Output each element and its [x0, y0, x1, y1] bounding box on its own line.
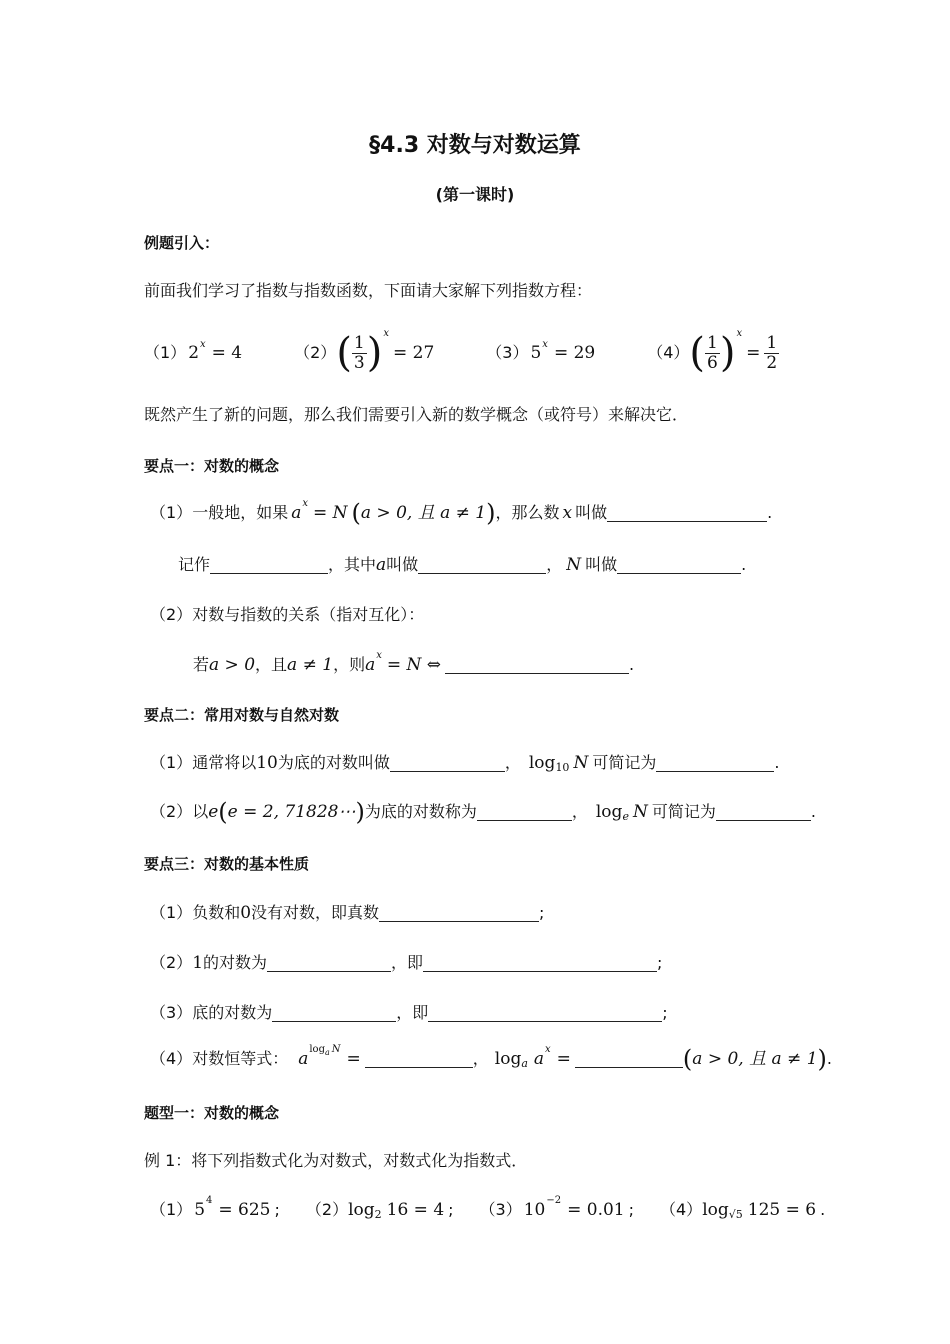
intro-heading: 例题引入： [144, 234, 220, 252]
p2i1-log: log [528, 753, 556, 773]
p1l2-a: 记作 [178, 555, 211, 574]
t1p1-exp: 4 [206, 1195, 213, 1206]
p1l2-end: . [741, 555, 747, 574]
p1l2-c: 叫做 [386, 555, 419, 574]
p2i2-blank2[interactable] [716, 804, 811, 821]
eq3-exp: x [542, 338, 548, 350]
p3i4-rparen: ) [817, 1045, 827, 1073]
t1p3-end: ; [628, 1200, 634, 1219]
eq1-base: 2 [188, 343, 200, 363]
p1l4-c: ，则 [333, 655, 366, 674]
p1i1-tail: ，那么数 [495, 503, 560, 522]
p1i1-blank[interactable] [607, 505, 767, 522]
p1i1-x: x [302, 498, 308, 509]
point1-line2 [178, 552, 746, 578]
p3i1-zero: 0 [240, 903, 252, 923]
p2i2-a: 以 [192, 802, 209, 821]
t1p3-rhs: = 0.01 [567, 1200, 625, 1220]
p2i2-label: （2） [150, 802, 193, 821]
p1i1-cond: a > 0, 且 a ≠ 1 [360, 503, 487, 523]
p3i4-cond: a > 0, 且 a ≠ 1 [692, 1049, 818, 1069]
p2i1-blank1[interactable] [390, 755, 505, 772]
type1-heading: 题型一：对数的概念 [144, 1104, 280, 1122]
p1l4-end: . [629, 655, 635, 674]
type1-example1: 例 1：将下列指数式化为对数式，对数式化为指数式． [144, 1151, 528, 1170]
p2i1-sub: 10 [555, 761, 570, 774]
p1l2-blank3[interactable] [617, 557, 741, 574]
p1l2-b: ，其中 [328, 555, 377, 574]
p2i1-n: N [573, 753, 589, 773]
t1p1-label: （1） [150, 1200, 193, 1219]
t1p2-log: log [348, 1200, 375, 1220]
p3i2-b: ，即 [391, 953, 424, 972]
p2i2-c: ， [571, 802, 588, 821]
eq1-rhs: = 4 [211, 343, 243, 363]
p3i2-a: 的对数为 [203, 953, 268, 972]
p2i2-lparen: ( [218, 798, 228, 826]
t1p4-label: （4） [660, 1200, 703, 1219]
p1i1-var: x [562, 503, 573, 523]
point3-heading: 要点三：对数的基本性质 [144, 855, 310, 873]
p1l4-a: 若 [193, 655, 210, 674]
eq2-fraction [352, 334, 367, 373]
p1l4-cond2: a ≠ 1 [287, 655, 334, 675]
p1l2-blank1[interactable] [210, 557, 328, 574]
p1i1-label: （1） [150, 503, 193, 522]
point2-item1 [150, 750, 779, 776]
p3i4-log: log [494, 1049, 522, 1069]
point3-item4 [150, 1044, 832, 1074]
point1-line4 [193, 652, 634, 678]
eq1-exp: x [200, 338, 206, 350]
p3i2-one: 1 [192, 953, 204, 973]
t1p3-label: （3） [479, 1200, 522, 1219]
page-subtitle: (第一课时) [435, 185, 515, 204]
p1i2-text: 对数与指数的关系（指对互化）： [192, 605, 425, 624]
p2i1-num: 10 [256, 753, 278, 773]
t1p3-base: 10 [523, 1200, 546, 1220]
p3i1-b: 没有对数，即真数 [251, 903, 380, 922]
p2i2-d: 可简记为 [651, 802, 716, 821]
point3-item2 [150, 950, 662, 976]
t1p4-end: . [820, 1200, 826, 1219]
p2i2-sub: e [622, 810, 629, 823]
p3i4-base: a [298, 1049, 309, 1069]
p2i1-blank2[interactable] [656, 755, 774, 772]
eq2-label: （2） [294, 343, 337, 362]
p3i4-expn: N [331, 1044, 341, 1055]
p1l2-var-n: N [566, 555, 582, 575]
p2i1-a: 通常将以 [192, 753, 257, 772]
p3i4-a: 对数恒等式： [192, 1049, 289, 1068]
p3i3-b: ，即 [396, 1003, 429, 1022]
p2i2-paren: e = 2, 71828⋯ [227, 802, 356, 822]
t1p1-rhs: = 625 [218, 1200, 271, 1220]
p3i3-blank1[interactable] [272, 1005, 396, 1022]
intro-follow: 既然产生了新的问题，那么我们需要引入新的数学概念（或符号）来解决它． [144, 405, 689, 424]
p1l4-eq: = N ⇔ [386, 655, 442, 675]
p1i1-eq: = N [312, 503, 348, 523]
point1-item2 [150, 602, 424, 628]
eq4-rden: 2 [766, 352, 778, 373]
p2i2-e: e [208, 802, 219, 822]
p1l4-blank[interactable] [445, 657, 629, 674]
eq2-rhs: = 27 [393, 343, 435, 363]
p3i4-eq: = [346, 1049, 361, 1069]
eq2-rparen: ) [366, 330, 383, 376]
eq4-rnum: 1 [766, 332, 778, 353]
p3i3-label: （3） [150, 1003, 193, 1022]
p1l2-e: 叫做 [585, 555, 618, 574]
p2i1-d: 可简记为 [592, 753, 657, 772]
point1-heading: 要点一：对数的概念 [144, 457, 280, 475]
type1-problems [150, 1196, 825, 1224]
p1l2-d: ， [546, 555, 563, 574]
p1i1-text: 一般地，如果 [192, 503, 289, 522]
p1l4-x: x [376, 650, 382, 661]
p2i2-log: log [595, 802, 623, 822]
eq4-rparen: ) [719, 330, 736, 376]
p1i2-label: （2） [150, 605, 193, 624]
p3i4-sub: a [521, 1057, 528, 1070]
p1i1-tail2: 叫做 [575, 503, 608, 522]
eq4-num: 1 [707, 332, 718, 353]
t1p3-exp: −2 [546, 1195, 562, 1206]
eq4-den: 6 [707, 352, 718, 373]
p3i1-label: （1） [150, 903, 193, 922]
p2i2-rparen: ) [355, 798, 365, 826]
p1l4-cond1: a > 0 [209, 655, 256, 675]
t1p4-log: log [702, 1200, 729, 1220]
p2i1-b: 为底的对数叫做 [277, 753, 390, 772]
t1p2-sub: 2 [374, 1208, 382, 1221]
p3i4-label: （4） [150, 1049, 193, 1068]
p3i2-blank2[interactable] [423, 955, 657, 972]
p1l4-b: ，且 [255, 655, 288, 674]
intro-lead: 前面我们学习了指数与指数函数，下面请大家解下列指数方程： [144, 281, 593, 300]
point2-heading: 要点二：常用对数与自然对数 [144, 706, 340, 724]
p3i3-end: ; [662, 1003, 668, 1022]
p1i1-end: . [767, 503, 773, 522]
p3i3-blank2[interactable] [428, 1005, 662, 1022]
page-title: §4.3 对数与对数运算 [369, 133, 581, 158]
t1p1-base: 5 [194, 1200, 206, 1220]
p3i4-blank2[interactable] [575, 1051, 683, 1068]
eq4-exp: x [736, 327, 743, 339]
eq4-rhs-fraction [764, 334, 779, 373]
p2i1-c: ， [504, 753, 521, 772]
p3i4-exp: log [309, 1044, 325, 1055]
eq2-lparen: ( [336, 330, 352, 376]
t1p4-rhs: 125 = 6 [747, 1200, 817, 1220]
eq3-rhs: = 29 [553, 343, 596, 363]
eq3-label: （3） [486, 343, 529, 362]
t1p2-rhs: 16 = 4 [386, 1200, 445, 1220]
p3i1-end: ; [539, 903, 545, 922]
eq4-fraction [705, 334, 720, 373]
p3i4-blank1[interactable] [365, 1051, 473, 1068]
p3i4-end: . [826, 1049, 832, 1068]
p1l4-a2: a [365, 655, 376, 675]
p3i3-a: 底的对数为 [192, 1003, 273, 1022]
eq1-label: （1） [144, 343, 187, 362]
p3i4-ax: a [533, 1049, 545, 1069]
eq2-num: 1 [353, 332, 365, 353]
p2i2-blank1[interactable] [477, 804, 572, 821]
p3i4-x: x [545, 1044, 551, 1055]
p3i2-end: ; [657, 953, 663, 972]
t1p2-label: （2） [305, 1200, 349, 1219]
p1l2-var-a: a [376, 555, 387, 575]
p3i4-expsub: a [324, 1048, 330, 1057]
t1p1-end: ; [274, 1200, 280, 1219]
p1i1-a: a [291, 503, 302, 523]
eq4-lparen: ( [689, 330, 706, 376]
eq4-eq: = [746, 343, 761, 363]
p3i1-a: 负数和 [192, 903, 241, 922]
intro-equations [144, 326, 779, 380]
eq3-base: 5 [530, 343, 542, 363]
eq4-label: （4） [647, 343, 690, 362]
point2-item2 [150, 798, 816, 826]
t1p2-end: ; [448, 1200, 454, 1219]
p3i4-eq2: = [556, 1049, 571, 1069]
t1p4-sub: √5 [728, 1208, 743, 1221]
p1i1-lparen: ( [351, 499, 361, 527]
p1l2-blank2[interactable] [418, 557, 546, 574]
p1i1-rparen: ) [486, 499, 496, 527]
p3i4-lparen: ( [682, 1045, 693, 1073]
p2i1-label: （1） [150, 753, 193, 772]
p3i2-blank1[interactable] [267, 955, 391, 972]
p3i4-b: ， [472, 1049, 489, 1068]
eq2-exp: x [383, 327, 389, 339]
p2i2-end: . [810, 802, 816, 821]
p2i2-b: 为底的对数称为 [364, 802, 477, 821]
p2i1-end: . [774, 753, 780, 772]
p3i2-label: （2） [150, 953, 193, 972]
eq2-den: 3 [353, 352, 365, 373]
p2i2-n: N [632, 802, 648, 822]
point3-item3 [150, 1000, 668, 1026]
p3i1-blank[interactable] [379, 905, 539, 922]
point1-item1 [150, 500, 772, 526]
point3-item1 [150, 900, 544, 926]
